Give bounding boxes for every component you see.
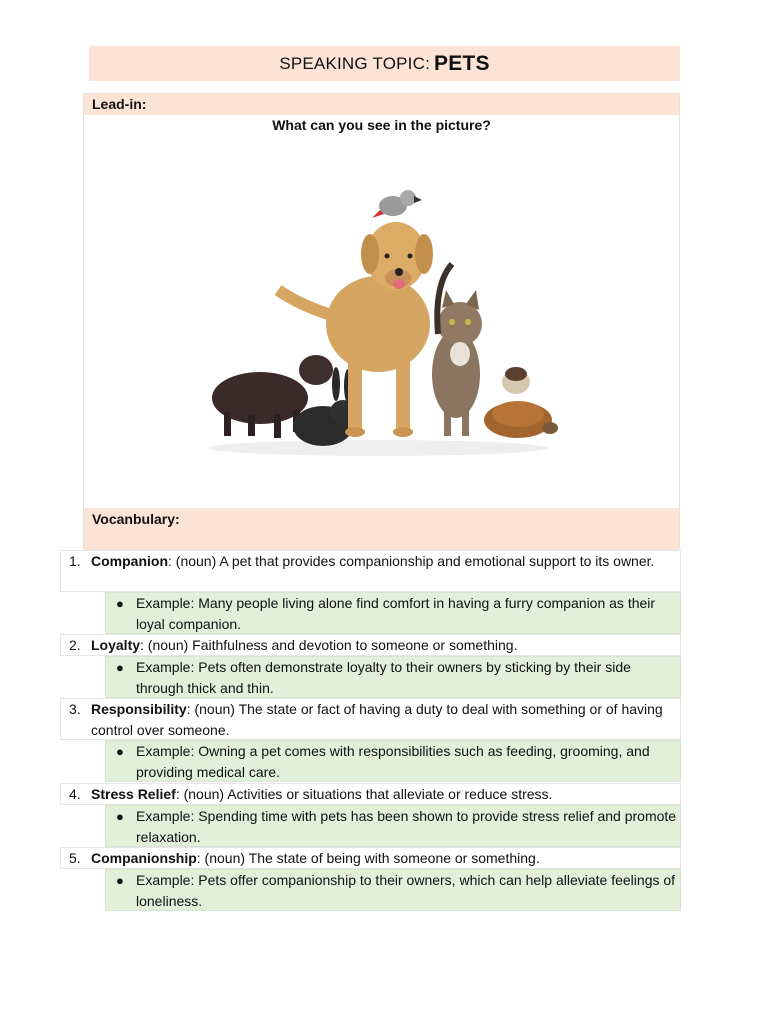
bullet-icon: ● <box>116 744 124 759</box>
vocab-definition-text: : (noun) A pet that provides companionship and emotional support to its owner. <box>168 553 655 569</box>
vocab-example-text: Example: Spending time with pets has been shown to provide stress relief and promote relaxation. <box>136 808 677 845</box>
vocab-example-1 <box>105 592 681 634</box>
lead-in-label: Lead-in: <box>84 94 679 115</box>
vocab-definition-3 <box>60 698 681 740</box>
parrot-image <box>372 190 422 218</box>
vocab-definition-text: : (noun) Faithfulness and devotion to someone or something. <box>140 637 518 653</box>
vocab-definition-1 <box>60 550 681 592</box>
vocab-example-4 <box>105 805 681 847</box>
item-number: 1. <box>69 553 81 569</box>
turtle-image <box>484 367 558 438</box>
cat-image <box>432 264 482 436</box>
vocabulary-label: Vocanbulary: <box>84 508 679 550</box>
vocab-term: Stress Relief <box>91 786 176 802</box>
bullet-icon: ● <box>116 809 124 824</box>
bullet-icon: ● <box>116 596 124 611</box>
vocab-example-2 <box>105 656 681 698</box>
vocab-example-3 <box>105 740 681 782</box>
vocab-term: Companion <box>91 553 168 569</box>
vocab-example-5 <box>105 869 681 911</box>
pets-group-image <box>198 174 558 464</box>
item-number: 4. <box>69 786 81 802</box>
vocab-example-text: Example: Many people living alone find comfort in having a furry companion as their loyal companion. <box>136 595 656 632</box>
vocab-term: Responsibility <box>91 701 187 717</box>
title-prefix: SPEAKING TOPIC: <box>279 53 431 73</box>
bullet-icon: ● <box>116 873 124 888</box>
vocab-definition-5 <box>60 847 681 869</box>
lead-in-section <box>83 93 680 549</box>
page-title <box>89 46 680 81</box>
vocab-definition-4 <box>60 783 681 805</box>
bullet-icon: ● <box>116 660 124 675</box>
item-number: 3. <box>69 701 81 717</box>
vocab-definition-text: : (noun) The state of being with someone or something. <box>196 850 540 866</box>
vocab-example-text: Example: Pets offer companionship to their owners, which can help alleviate feelings of loneliness. <box>136 872 676 909</box>
lead-in-question: What can you see in the picture? <box>272 117 491 133</box>
vocab-term: Loyalty <box>91 637 141 653</box>
vocab-definition-2 <box>60 634 681 656</box>
item-number: 2. <box>69 637 81 653</box>
item-number: 5. <box>69 850 81 866</box>
vocab-example-text: Example: Pets often demonstrate loyalty to their owners by sticking by their side through thick and thin. <box>136 659 631 696</box>
vocab-example-text: Example: Owning a pet comes with responsibilities such as feeding, grooming, and providing medical care. <box>136 743 650 780</box>
vocab-definition-text: : (noun) The state or fact of having a duty to deal with something or of having control over someone. <box>91 701 663 738</box>
title-topic: PETS <box>434 51 490 75</box>
vocab-definition-text: : (noun) Activities or situations that alleviate or reduce stress. <box>175 786 553 802</box>
vocab-term: Companionship <box>91 850 197 866</box>
